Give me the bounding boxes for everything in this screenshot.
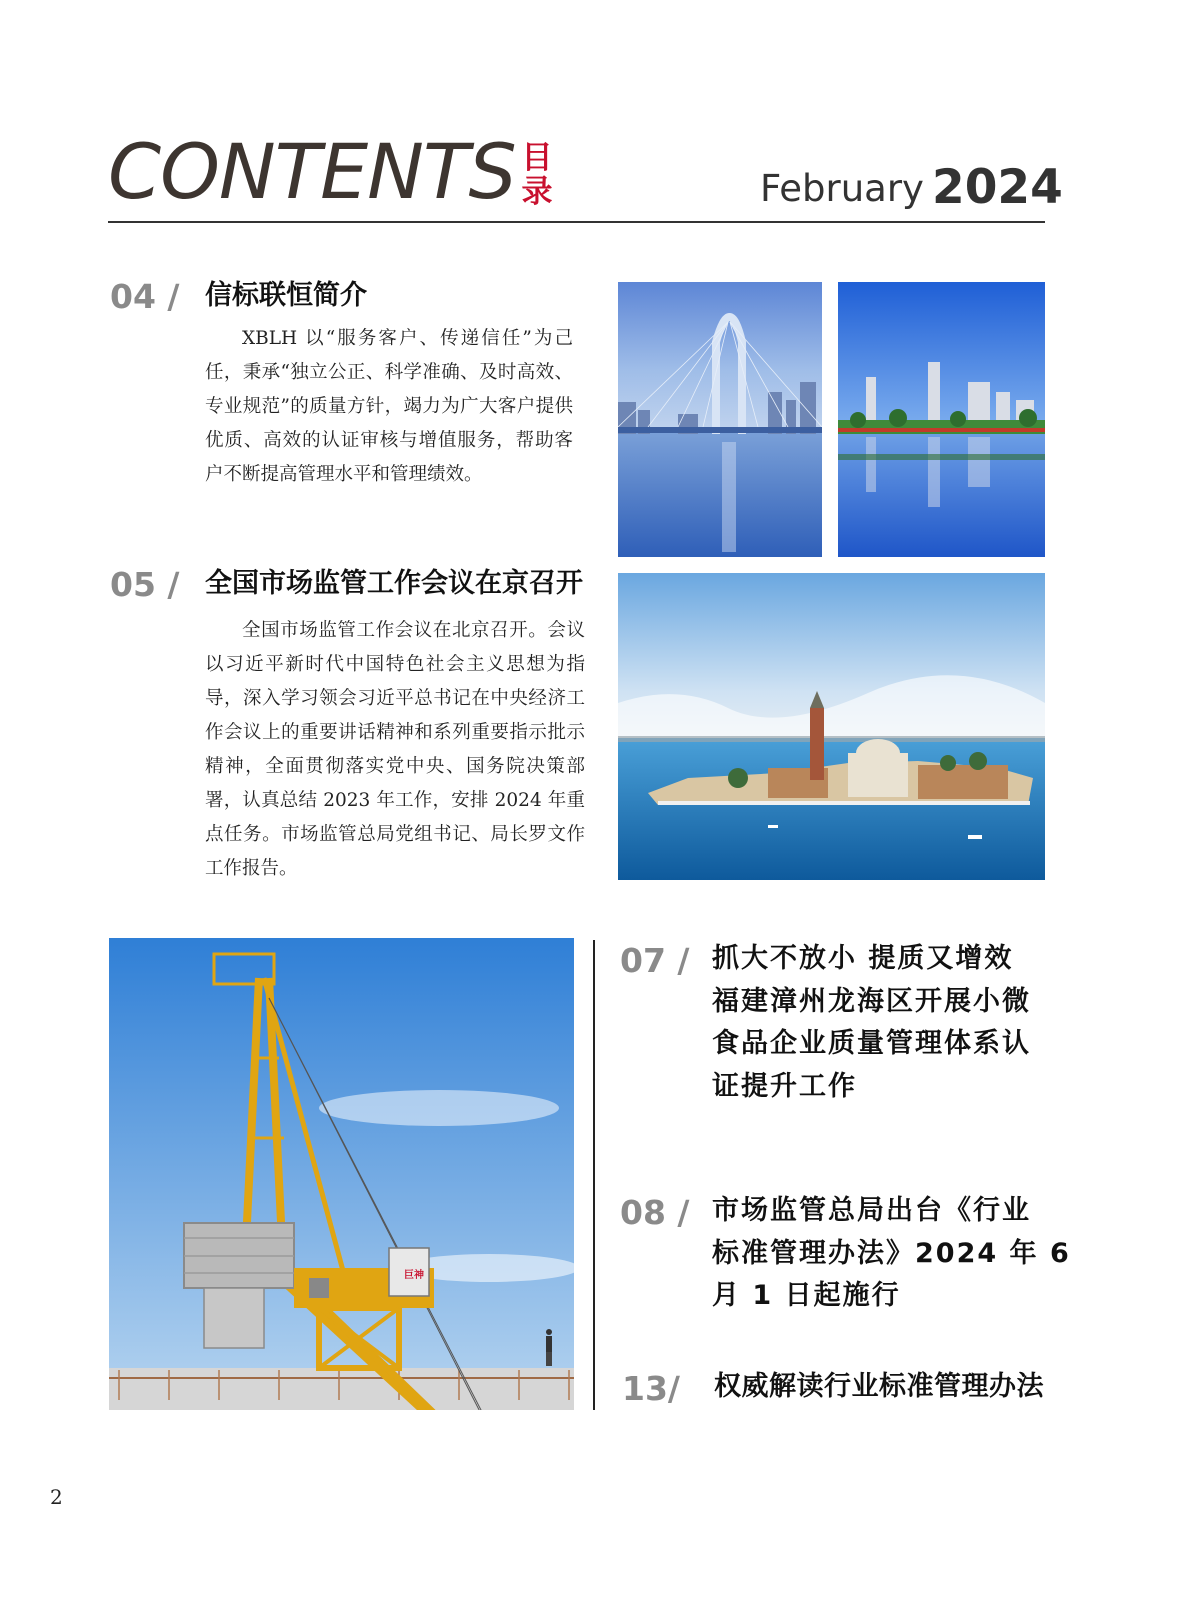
entry-13-number: 13/ [622, 1369, 680, 1408]
contents-heading: CONTENTS [108, 127, 516, 216]
entry-05-title[interactable]: 全国市场监管工作会议在京召开 [205, 568, 583, 599]
entry-08-title-line: 市场监管总局出台《行业 [712, 1195, 1031, 1226]
crane-brand-text: 巨神 [404, 1270, 424, 1281]
entry-08-title[interactable] [712, 1190, 1072, 1318]
entry-07-title-line: 证提升工作 [712, 1070, 857, 1102]
entry-05-description [205, 614, 585, 886]
photo-crane [109, 938, 574, 1410]
entry-04-title[interactable]: 信标联恒简介 [205, 280, 367, 311]
issue-year: 2024 [932, 160, 1063, 215]
entry-07-number: 07 / [620, 941, 690, 980]
entry-04-description-text: XBLH 以“服务客户、传递信任”为己任，秉承“独立公正、科学准确、及时高效、专业规范”的质量方针，竭力为广大客户提供优质、高效的认证审核与增值服务，帮助客户不断提高管理水平和管理绩效。 [205, 328, 573, 485]
entry-05-number: 05 / [110, 565, 180, 604]
page-number: 2 [50, 1485, 63, 1509]
entry-07-title-line: 食品企业质量管理体系认 [712, 1028, 1031, 1059]
header-divider [108, 221, 1045, 223]
entry-08-number: 08 / [620, 1193, 690, 1232]
column-divider [593, 940, 595, 1410]
entry-05-description-text: 全国市场监管工作会议在北京召开。会议以习近平新时代中国特色社会主义思想为指导，深入学习领会习近平总书记在中央经济工作会议上的重要讲话精神和系列重要指示批示精神，全面贯彻落实党中央、国务院决策部署，认真总结 2023 年工作，安排 2024 年重点任务。市场监管总局党组书记、局长罗文作工作报告。 [205, 620, 585, 879]
entry-13-title[interactable]: 权威解读行业标准管理办法 [714, 1371, 1044, 1402]
photo-island [618, 573, 1045, 880]
entry-07-title-line: 福建漳州龙海区开展小微 [712, 985, 1031, 1017]
issue-month: February [760, 167, 924, 210]
entry-08-title-line: 月 1 日起施行 [712, 1280, 901, 1311]
entry-07-title[interactable] [712, 938, 1072, 1108]
entry-08-title-line: 标准管理办法》2024 年 6 [712, 1237, 1071, 1269]
contents-heading-cn-char-1: 目 [521, 140, 553, 176]
contents-heading-cn-char-2: 录 [521, 174, 553, 210]
photo-skyline-lake [838, 282, 1045, 557]
photo-bridge [618, 282, 822, 557]
entry-07-title-line: 抓大不放小 提质又增效 [712, 943, 1014, 974]
entry-04-description [205, 322, 573, 492]
contents-heading-cn [520, 141, 554, 209]
entry-04-number: 04 / [110, 277, 180, 316]
